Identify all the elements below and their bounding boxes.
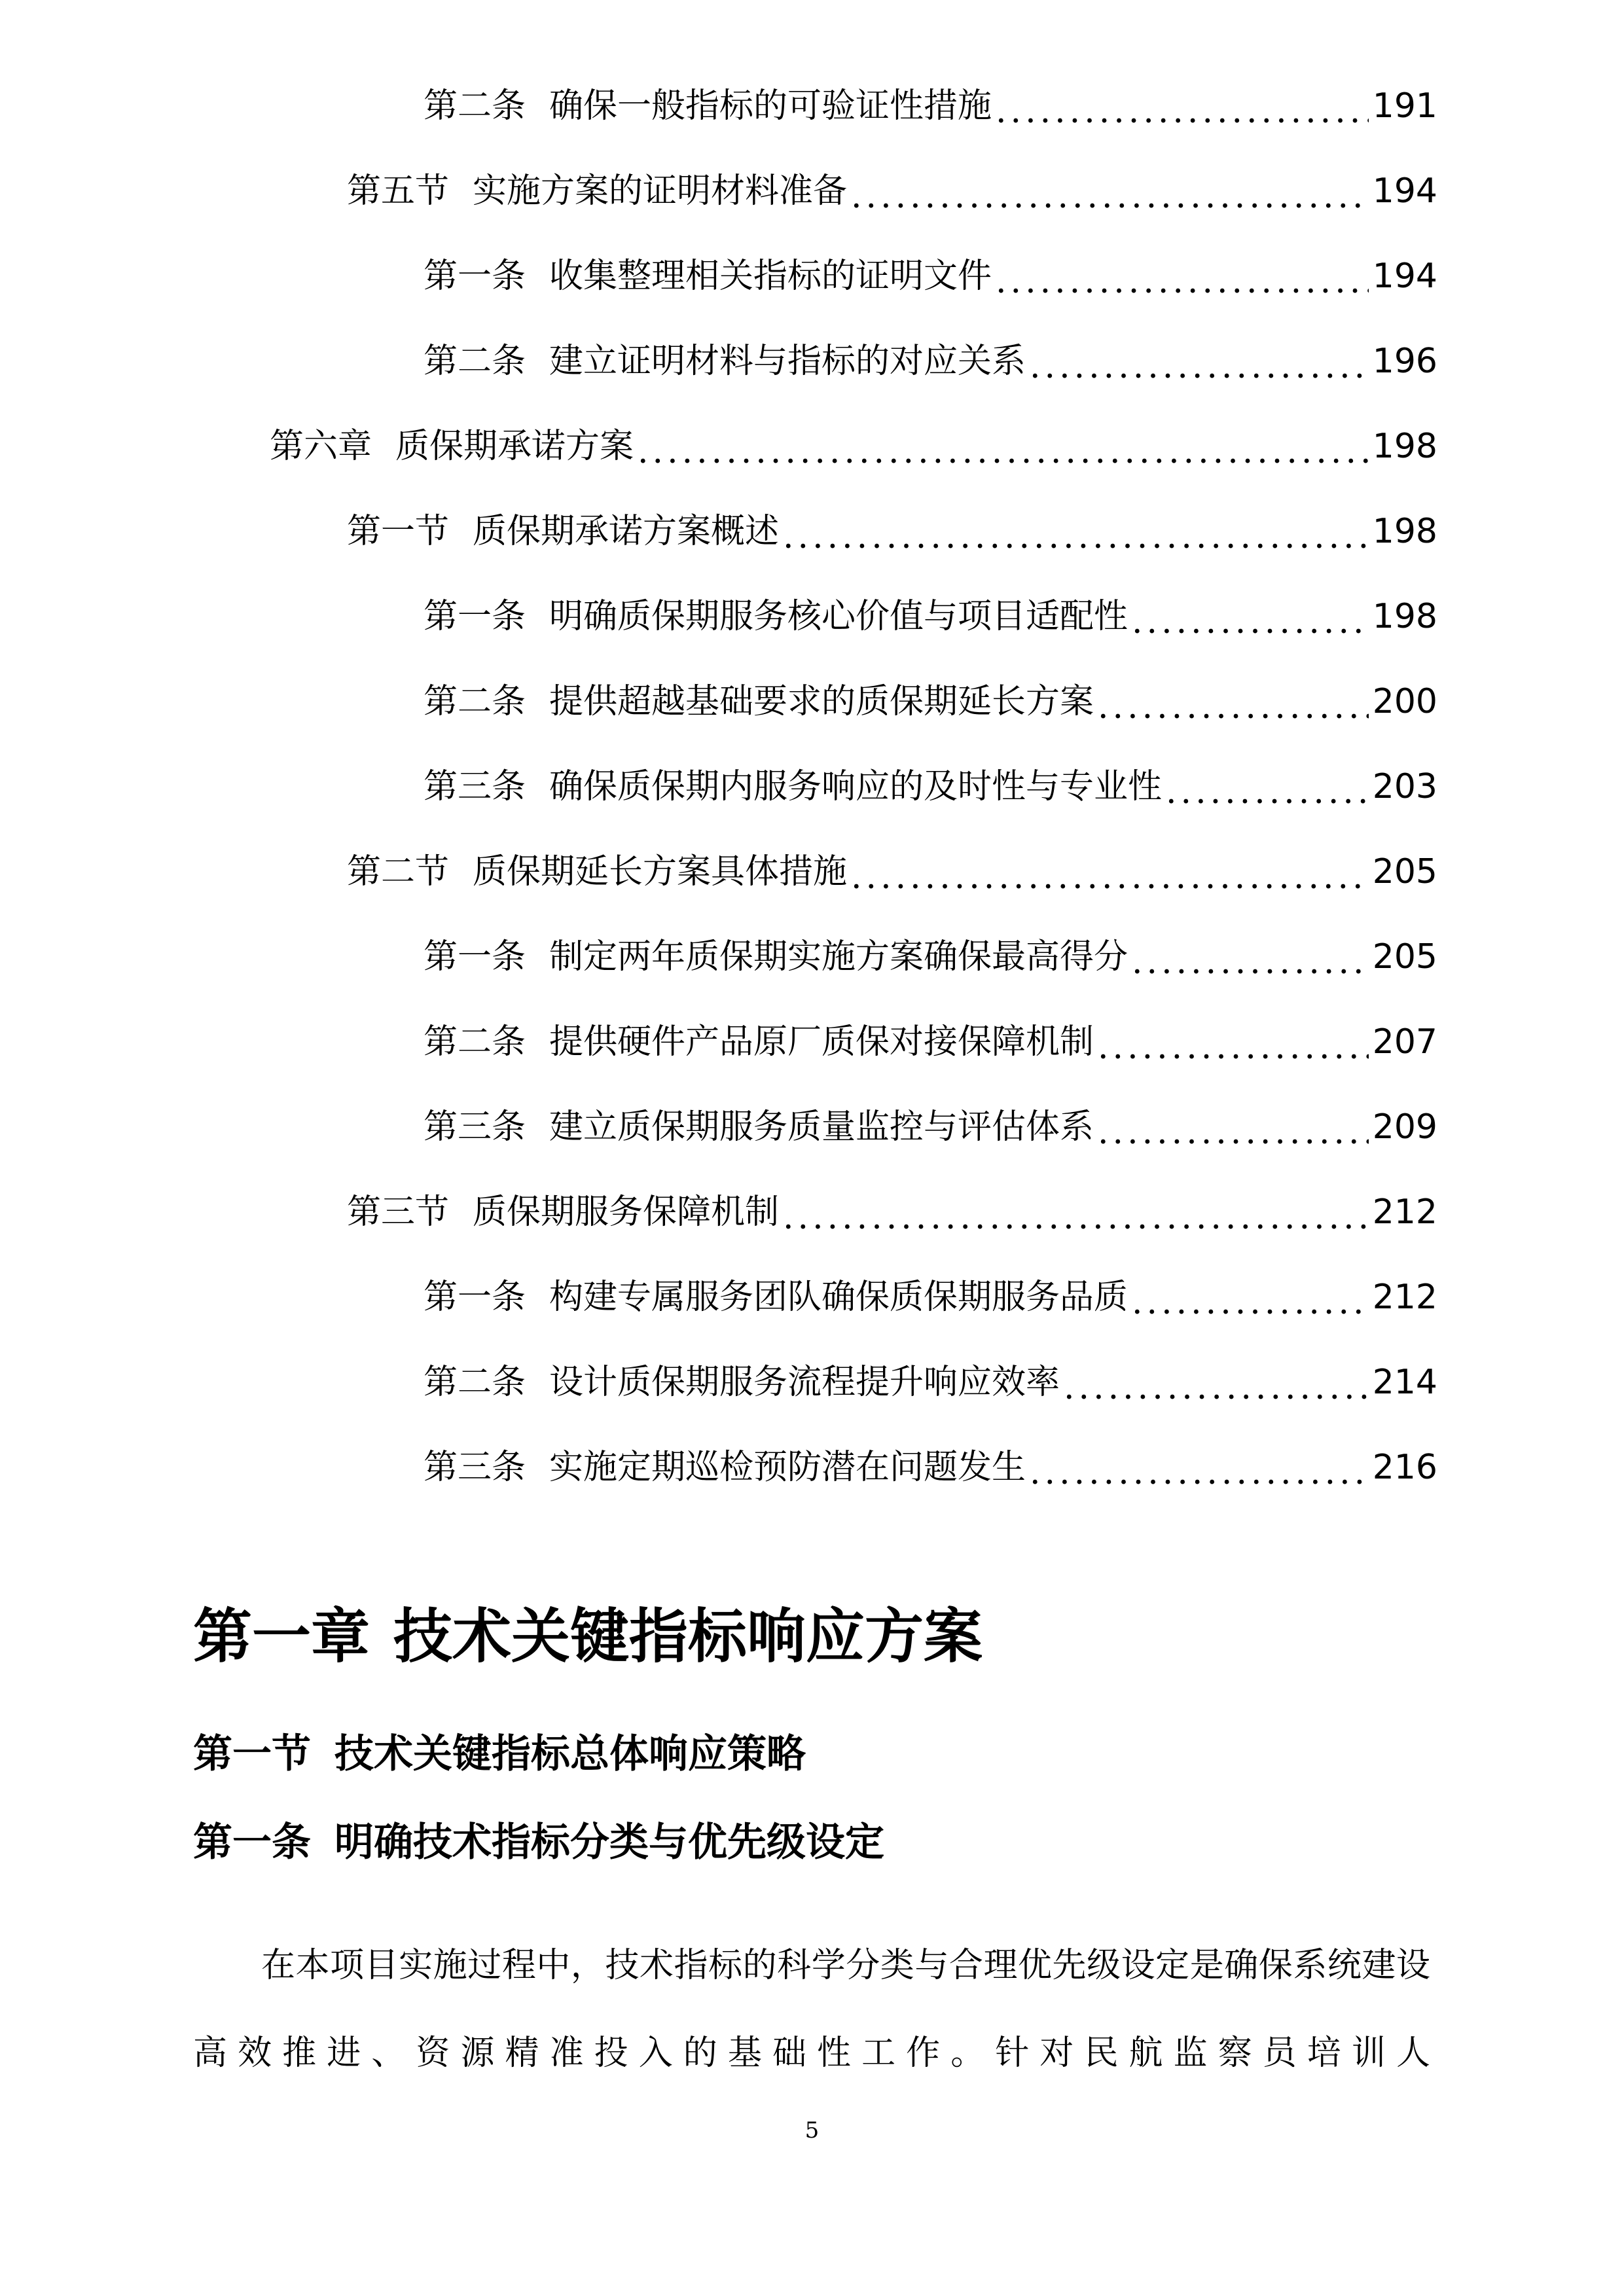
toc-entry-prefix: 第三节 (347, 1193, 450, 1232)
toc-entry-title: 确保一般指标的可验证性措施 (549, 86, 992, 126)
chapter-heading-prefix: 第一章 (193, 1602, 370, 1671)
toc-entry-title: 提供硬件产品原厂质保对接保障机制 (549, 1022, 1094, 1062)
toc-entry-prefix: 第一节 (347, 512, 450, 551)
toc-leader-dots (1166, 766, 1369, 818)
toc-entry-prefix: 第三条 (424, 1107, 526, 1147)
toc-entry[interactable] (347, 505, 1437, 558)
toc-leader-dots (783, 511, 1369, 563)
toc-leader-dots (851, 851, 1369, 903)
toc-entry[interactable] (424, 761, 1437, 813)
toc-entry-page: 198 (1372, 427, 1437, 466)
toc-entry-title: 建立质保期服务质量监控与评估体系 (549, 1107, 1094, 1147)
toc-entry-title: 明确质保期服务核心价值与项目适配性 (549, 597, 1128, 636)
toc-entry-prefix: 第三条 (424, 1448, 526, 1487)
chapter-heading-title: 技术关键指标响应方案 (393, 1602, 983, 1671)
toc-leader-dots (1132, 1276, 1369, 1329)
toc-leader-dots (1030, 1446, 1369, 1499)
toc-entry[interactable] (424, 675, 1437, 728)
toc-entry-prefix: 第二条 (424, 1022, 526, 1062)
toc-leader-dots (1132, 936, 1369, 988)
toc-leader-dots (851, 170, 1369, 223)
toc-entry[interactable] (424, 931, 1437, 983)
toc-entry[interactable] (347, 846, 1437, 898)
toc-entry[interactable] (347, 165, 1437, 217)
section-heading-title: 技术关键指标总体响应策略 (334, 1731, 806, 1777)
toc-leader-dots (996, 255, 1369, 308)
toc-entry-page: 209 (1372, 1107, 1437, 1147)
toc-entry-prefix: 第一条 (424, 257, 526, 296)
toc-entry[interactable] (424, 1356, 1437, 1408)
section-heading (193, 1725, 806, 1784)
toc-entry-title: 质保期承诺方案 (395, 427, 634, 466)
toc-entry-title: 设计质保期服务流程提升响应效率 (549, 1363, 1060, 1402)
toc-leader-dots (1098, 1021, 1369, 1073)
toc-entry-prefix: 第二条 (424, 342, 526, 381)
toc-entry[interactable] (424, 1271, 1437, 1323)
toc-leader-dots (1030, 340, 1369, 393)
toc-entry-title: 质保期服务保障机制 (473, 1193, 780, 1232)
toc-entry-title: 收集整理相关指标的证明文件 (549, 257, 992, 296)
article-heading-title: 明确技术指标分类与优先级设定 (334, 1820, 884, 1865)
toc-entry-prefix: 第二条 (424, 86, 526, 126)
toc-entry[interactable] (424, 1441, 1437, 1494)
toc-entry-prefix: 第二条 (424, 1363, 526, 1402)
toc-entry[interactable] (347, 1186, 1437, 1238)
toc-entry-prefix: 第二节 (347, 852, 450, 891)
toc-entry-page: 198 (1372, 512, 1437, 551)
toc-leader-dots (996, 85, 1369, 137)
toc-leader-dots (638, 425, 1369, 478)
body-paragraph: 在本项目实施过程中，技术指标的科学分类与合理优先级设定是确保系统建设高效推进、资源精准投入的基础性工作。针对民航监察员培训人 (193, 1946, 1430, 2073)
toc-entry-page: 205 (1372, 852, 1437, 891)
toc-entry-title: 质保期延长方案具体措施 (473, 852, 848, 891)
toc-leader-dots (1098, 1106, 1369, 1158)
toc-entry-page: 212 (1372, 1193, 1437, 1232)
toc-entry-page: 198 (1372, 597, 1437, 636)
toc-entry-page: 212 (1372, 1278, 1437, 1317)
toc-entry[interactable] (424, 335, 1437, 387)
toc-entry-title: 质保期承诺方案概述 (473, 512, 780, 551)
toc-entry-page: 191 (1372, 86, 1437, 126)
toc-entry-page: 196 (1372, 342, 1437, 381)
toc-entry-page: 216 (1372, 1448, 1437, 1487)
toc-entry-prefix: 第六章 (270, 427, 372, 466)
toc-leader-dots (1098, 681, 1369, 733)
toc-entry[interactable] (270, 420, 1437, 473)
toc-entry-title: 实施定期巡检预防潜在问题发生 (549, 1448, 1026, 1487)
toc-leader-dots (783, 1191, 1369, 1244)
toc-entry-page: 205 (1372, 937, 1437, 977)
article-heading-prefix: 第一条 (193, 1820, 311, 1865)
toc-entry-page: 203 (1372, 767, 1437, 806)
chapter-heading (193, 1597, 983, 1676)
toc-entry[interactable] (424, 250, 1437, 302)
toc-entry-page: 207 (1372, 1022, 1437, 1062)
toc-entry-title: 确保质保期内服务响应的及时性与专业性 (549, 767, 1163, 806)
toc-entry-prefix: 第三条 (424, 767, 526, 806)
toc-entry-prefix: 第一条 (424, 1278, 526, 1317)
toc-entry-page: 200 (1372, 682, 1437, 721)
toc-entry-prefix: 第五节 (347, 171, 450, 211)
toc-entry-title: 构建专属服务团队确保质保期服务品质 (549, 1278, 1128, 1317)
toc-entry-title: 建立证明材料与指标的对应关系 (549, 342, 1026, 381)
page-number: 5 (804, 2117, 820, 2144)
toc-entry-prefix: 第二条 (424, 682, 526, 721)
toc-entry-page: 194 (1372, 257, 1437, 296)
toc-entry-page: 214 (1372, 1363, 1437, 1402)
toc-entry-page: 194 (1372, 171, 1437, 211)
toc-leader-dots (1132, 596, 1369, 648)
toc-entry-title: 制定两年质保期实施方案确保最高得分 (549, 937, 1128, 977)
toc-leader-dots (1064, 1361, 1369, 1414)
toc-entry[interactable] (424, 1101, 1437, 1153)
toc-entry-title: 实施方案的证明材料准备 (473, 171, 848, 211)
toc-entry[interactable] (424, 80, 1437, 132)
toc-entry-title: 提供超越基础要求的质保期延长方案 (549, 682, 1094, 721)
section-heading-prefix: 第一节 (193, 1731, 311, 1777)
toc-entry-prefix: 第一条 (424, 597, 526, 636)
article-heading (193, 1813, 884, 1872)
toc-entry[interactable] (424, 590, 1437, 643)
toc-entry-prefix: 第一条 (424, 937, 526, 977)
toc-entry[interactable] (424, 1016, 1437, 1068)
